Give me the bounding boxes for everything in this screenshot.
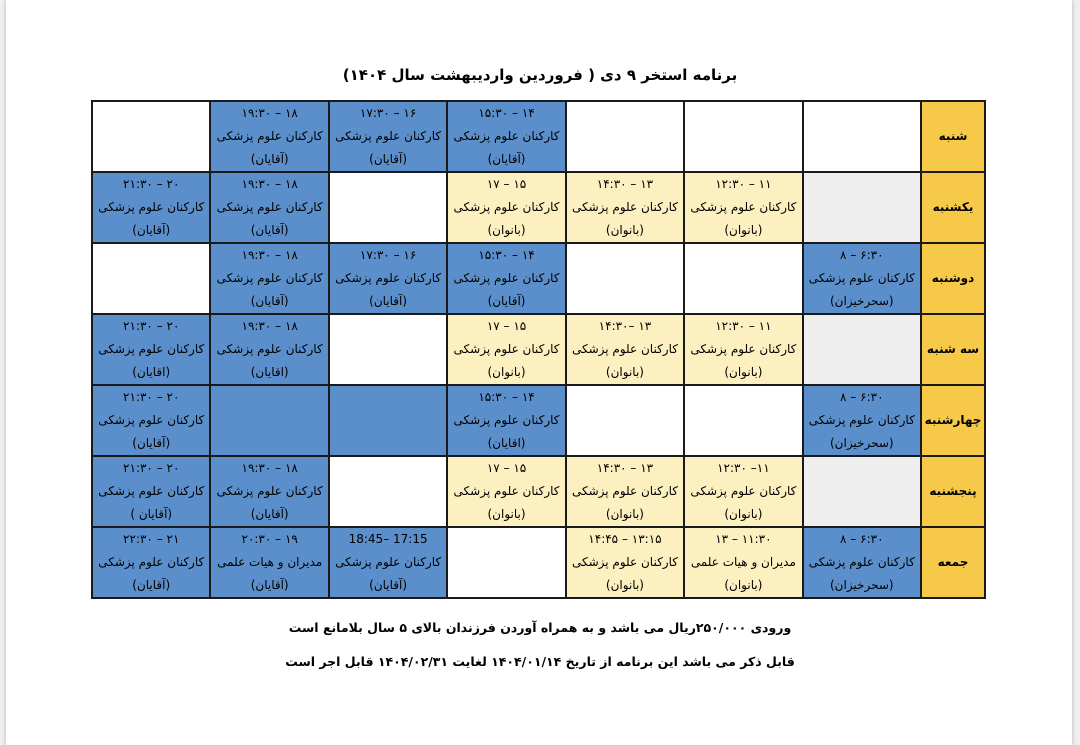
schedule-cell (210, 172, 328, 243)
slot-gender: (آقایان) (369, 294, 408, 308)
schedule-cell (684, 527, 802, 598)
slot-group: کارکنان علوم پزشکی (808, 271, 915, 285)
slot-group: کارکنان علوم پزشکی (808, 555, 915, 569)
slot-time: ۱۶ – ۱۷:۳۰ (359, 106, 417, 120)
slot-time: ۶:۳۰ – ۸ (840, 532, 884, 546)
slot-gender: (بانوان) (724, 578, 763, 592)
schedule-table (91, 100, 986, 599)
schedule-cell (92, 527, 210, 598)
day-label: یکشنبه (921, 172, 985, 243)
slot-gender: (آقایان) (132, 578, 171, 592)
slot-time: ۱۸ – ۱۹:۳۰ (241, 248, 298, 262)
slot-gender: (آقایان) (250, 294, 289, 308)
schedule-cell (447, 101, 565, 172)
schedule-cell (210, 243, 328, 314)
slot-time: ۱۵ – ۱۷ (486, 319, 527, 333)
slot-time: ۱۱ – ۱۲:۳۰ (715, 319, 772, 333)
schedule-cell (566, 527, 684, 598)
schedule-row (92, 456, 985, 527)
slot-time: ۱۳ – ۱۴:۳۰ (596, 177, 654, 191)
schedule-cell (566, 456, 684, 527)
schedule-cell (329, 243, 447, 314)
slot-time: ۱۴ – ۱۵:۳۰ (478, 106, 535, 120)
schedule-cell (803, 172, 921, 243)
day-label: سه شنبه (921, 314, 985, 385)
schedule-cell (92, 101, 210, 172)
schedule-cell (684, 385, 802, 456)
schedule-cell (210, 101, 328, 172)
schedule-cell (447, 456, 565, 527)
slot-time: ۱۹ – ۲۰:۳۰ (241, 532, 298, 546)
slot-group: کارکنان علوم پزشکی (98, 342, 205, 356)
slot-time: ۱۱– ۱۲:۳۰ (717, 461, 770, 475)
schedule-cell (684, 314, 802, 385)
schedule-cell (803, 101, 921, 172)
slot-group: کارکنان علوم پزشکی (216, 200, 323, 214)
slot-group: کارکنان علوم پزشکی (453, 413, 560, 427)
schedule-cell (803, 527, 921, 598)
schedule-cell (92, 243, 210, 314)
schedule-row (92, 172, 985, 243)
schedule-cell (92, 172, 210, 243)
slot-time: ۲۰ – ۲۱:۳۰ (123, 177, 180, 191)
slot-group: مدیران و هیات علمی (217, 555, 323, 569)
slot-time: 17:15 –18:45 (348, 532, 428, 546)
schedule-cell (566, 385, 684, 456)
slot-group: کارکنان علوم پزشکی (453, 129, 560, 143)
day-label: دوشنبه (921, 243, 985, 314)
schedule-cell (329, 385, 447, 456)
slot-time: ۱۶ – ۱۷:۳۰ (359, 248, 417, 262)
schedule-cell (684, 172, 802, 243)
schedule-row (92, 314, 985, 385)
schedule-cell (803, 385, 921, 456)
slot-group: کارکنان علوم پزشکی (335, 555, 442, 569)
slot-gender: (بانوان) (605, 507, 644, 521)
slot-group: کارکنان علوم پزشکی (98, 555, 205, 569)
schedule-cell (447, 243, 565, 314)
slot-time: ۶:۳۰ – ۸ (840, 248, 884, 262)
slot-time: ۲۰ – ۲۱:۳۰ (123, 319, 180, 333)
slot-gender: (اقایان) (250, 365, 289, 379)
slot-time: ۱۱:۳۰ – ۱۳ (715, 532, 772, 546)
slot-group: کارکنان علوم پزشکی (335, 129, 442, 143)
slot-time: ۱۴ – ۱۵:۳۰ (478, 390, 535, 404)
slot-gender: (بانوان) (605, 365, 644, 379)
schedule-cell (329, 527, 447, 598)
note-entry-fee: ورودی ۲۵۰/۰۰۰ریال می باشد و به همراه آوردن فرزندان بالای ۵ سال بلامانع است (288, 620, 792, 635)
slot-gender: (بانوان) (605, 578, 644, 592)
schedule-cell (329, 456, 447, 527)
slot-group: مدیران و هیات علمی (690, 555, 796, 569)
slot-gender: (سحرخیزان) (829, 436, 894, 450)
slot-gender: (بانوان) (605, 223, 644, 237)
note-date-range: قابل ذکر می باشد این برنامه از تاریخ ۱۴۰۴/۰۱/۱۴ لغایت ۱۴۰۴/۰۲/۳۱ قابل اجر است (285, 654, 795, 669)
slot-group: کارکنان علوم پزشکی (808, 413, 915, 427)
slot-group: کارکنان علوم پزشکی (453, 484, 560, 498)
day-label: پنجشنبه (921, 456, 985, 527)
schedule-cell (566, 101, 684, 172)
slot-time: ۶:۳۰ – ۸ (840, 390, 884, 404)
schedule-cell (447, 314, 565, 385)
slot-time: ۲۰ – ۲۱:۳۰ (123, 390, 180, 404)
slot-group: کارکنان علوم پزشکی (98, 484, 205, 498)
slot-gender: (آقایان) (487, 294, 526, 308)
slot-gender: (سحرخیزان) (829, 294, 894, 308)
schedule-cell (92, 456, 210, 527)
slot-time: ۱۴ – ۱۵:۳۰ (478, 248, 535, 262)
day-label: چهارشنبه (921, 385, 985, 456)
schedule-cell (92, 314, 210, 385)
slot-gender: (آقایان) (369, 578, 408, 592)
schedule-cell (210, 456, 328, 527)
schedule-row (92, 527, 985, 598)
slot-gender: (بانوان) (724, 507, 763, 521)
day-label: شنبه (921, 101, 985, 172)
schedule-cell (210, 527, 328, 598)
slot-group: کارکنان علوم پزشکی (571, 342, 678, 356)
schedule-row (92, 385, 985, 456)
day-label: جمعه (921, 527, 985, 598)
slot-group: کارکنان علوم پزشکی (216, 484, 323, 498)
schedule-cell (329, 314, 447, 385)
schedule-row (92, 243, 985, 314)
slot-gender: (آقایان ) (130, 507, 173, 521)
schedule-cell (210, 314, 328, 385)
slot-gender: (سحرخیزان) (829, 578, 894, 592)
slot-gender: (آقایان) (369, 152, 408, 166)
schedule-cell (566, 314, 684, 385)
schedule-cell (447, 385, 565, 456)
schedule-row (92, 101, 985, 172)
slot-group: کارکنان علوم پزشکی (98, 413, 205, 427)
schedule-cell (684, 243, 802, 314)
slot-time: ۱۳ –۱۴:۳۰ (598, 319, 652, 333)
slot-group: کارکنان علوم پزشکی (690, 484, 797, 498)
slot-time: ۱۸ – ۱۹:۳۰ (241, 319, 298, 333)
slot-gender: (آقایان) (132, 436, 171, 450)
slot-time: ۱۸ – ۱۹:۳۰ (241, 177, 298, 191)
slot-time: ۱۸ – ۱۹:۳۰ (241, 461, 298, 475)
slot-time: ۱۳:۱۵ – ۱۴:۴۵ (588, 532, 662, 546)
schedule-cell (803, 314, 921, 385)
slot-group: کارکنان علوم پزشکی (571, 555, 678, 569)
slot-gender: (بانوان) (724, 365, 763, 379)
slot-gender: (آقایان) (250, 223, 289, 237)
slot-time: ۱۸ – ۱۹:۳۰ (241, 106, 298, 120)
slot-gender: (آقایان) (487, 152, 526, 166)
slot-gender: (آقایان) (250, 152, 289, 166)
slot-gender: (بانوان) (487, 365, 526, 379)
schedule-cell (447, 172, 565, 243)
slot-group: کارکنان علوم پزشکی (690, 342, 797, 356)
slot-group: کارکنان علوم پزشکی (98, 200, 205, 214)
schedule-cell (803, 456, 921, 527)
schedule-cell (803, 243, 921, 314)
slot-time: ۱۱ – ۱۲:۳۰ (715, 177, 772, 191)
slot-time: ۱۵ – ۱۷ (486, 461, 527, 475)
schedule-cell (329, 101, 447, 172)
slot-group: کارکنان علوم پزشکی (453, 200, 560, 214)
schedule-cell (566, 243, 684, 314)
schedule-cell (684, 101, 802, 172)
slot-gender: (اقایان) (487, 436, 526, 450)
slot-gender: (اقایان) (132, 365, 171, 379)
slot-group: کارکنان علوم پزشکی (690, 200, 797, 214)
schedule-cell (447, 527, 565, 598)
schedule-cell (329, 172, 447, 243)
slot-group: کارکنان علوم پزشکی (453, 271, 560, 285)
slot-gender: (آقایان) (250, 507, 289, 521)
slot-group: کارکنان علوم پزشکی (571, 200, 678, 214)
slot-group: کارکنان علوم پزشکی (571, 484, 678, 498)
slot-group: کارکنان علوم پزشکی (335, 271, 442, 285)
slot-gender: (آقایان) (132, 223, 171, 237)
slot-time: ۲۰ – ۲۱:۳۰ (123, 461, 180, 475)
schedule-cell (684, 456, 802, 527)
page-title: برنامه استخر ۹ دی ( فروردین واردیبهشت سال ۱۴۰۴) (342, 66, 738, 84)
schedule-cell (92, 385, 210, 456)
slot-time: ۱۵ – ۱۷ (486, 177, 527, 191)
slot-group: کارکنان علوم پزشکی (216, 342, 323, 356)
slot-gender: (بانوان) (487, 507, 526, 521)
schedule-cell (210, 385, 328, 456)
slot-gender: (بانوان) (724, 223, 763, 237)
slot-group: کارکنان علوم پزشکی (453, 342, 560, 356)
slot-gender: (آقایان) (250, 578, 289, 592)
slot-time: ۲۱ – ۲۲:۳۰ (123, 532, 180, 546)
schedule-cell (566, 172, 684, 243)
slot-gender: (بانوان) (487, 223, 526, 237)
slot-time: ۱۳ – ۱۴:۳۰ (596, 461, 654, 475)
slot-group: کارکنان علوم پزشکی (216, 271, 323, 285)
slot-group: کارکنان علوم پزشکی (216, 129, 323, 143)
